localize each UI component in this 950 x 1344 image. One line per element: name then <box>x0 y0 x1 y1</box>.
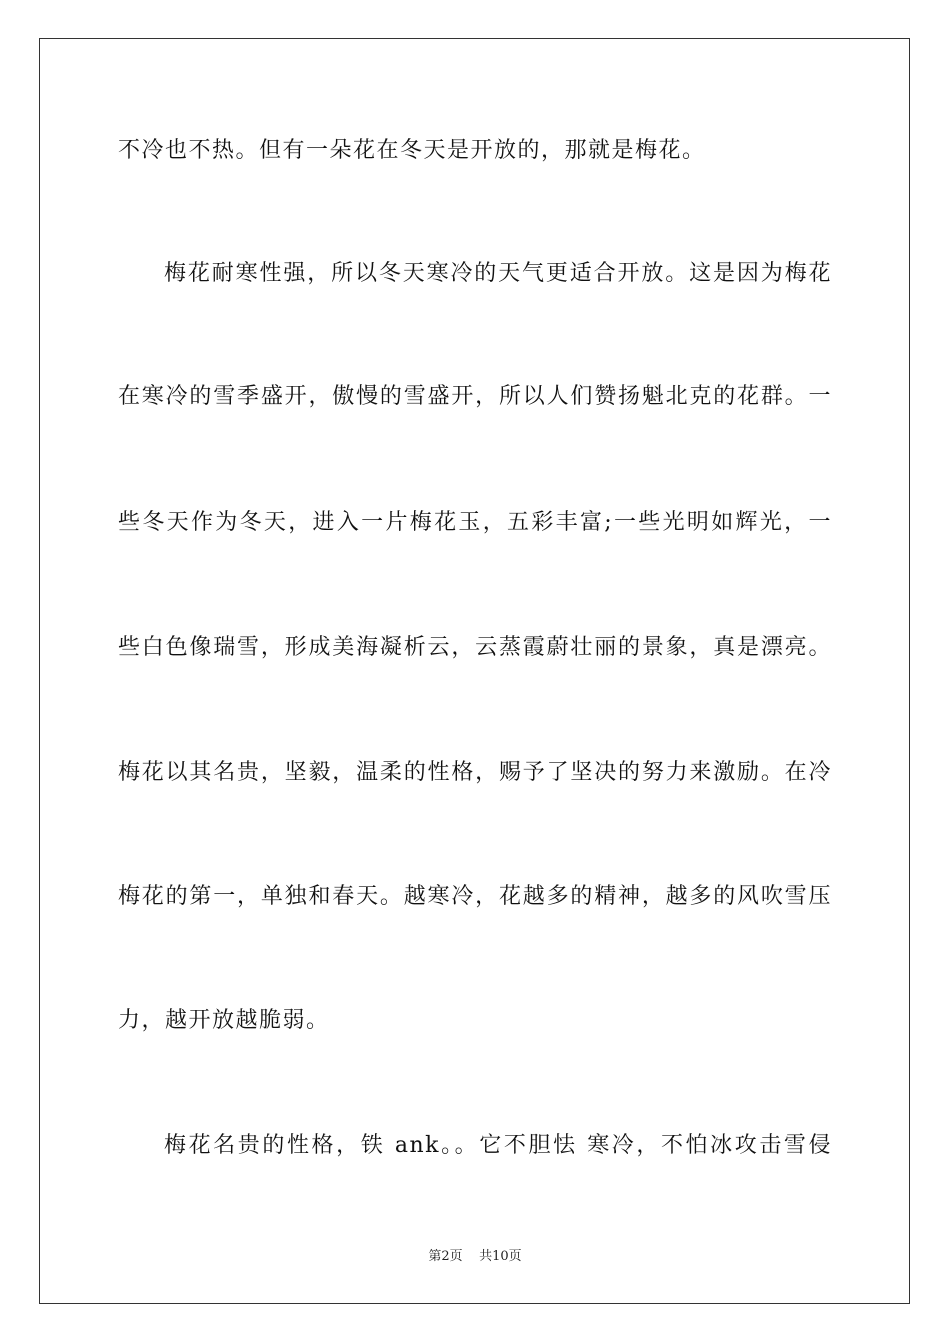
page-footer <box>0 1248 950 1266</box>
page-number: 第2页 <box>428 1249 463 1264</box>
paragraph-line-2: 梅花耐寒性强，所以冬天寒冷的天气更适合开放。这是因为梅花 <box>164 261 832 286</box>
page-border <box>39 38 910 1304</box>
paragraph-line-8: 力，越开放越脆弱。 <box>118 1008 330 1033</box>
page-total: 共10页 <box>479 1249 522 1264</box>
paragraph-line-9: 梅花名贵的性格，铁 ank。。它不胆怯 寒冷，不怕冰攻击雪侵 <box>164 1133 832 1158</box>
paragraph-line-5: 些白色像瑞雪，形成美海凝析云，云蒸霞蔚壮丽的景象，真是漂亮。 <box>118 635 832 660</box>
paragraph-line-1: 不冷也不热。但有一朵花在冬天是开放的，那就是梅花。 <box>118 138 706 163</box>
paragraph-line-3: 在寒冷的雪季盛开，傲慢的雪盛开，所以人们赞扬魁北克的花群。一 <box>118 384 832 409</box>
paragraph-line-4: 些冬天作为冬天，进入一片梅花玉，五彩丰富;一些光明如辉光，一 <box>118 510 832 535</box>
paragraph-line-6: 梅花以其名贵，坚毅，温柔的性格，赐予了坚决的努力来激励。在冷 <box>118 760 832 785</box>
paragraph-line-7: 梅花的第一，单独和春天。越寒冷，花越多的精神，越多的风吹雪压 <box>118 884 832 909</box>
